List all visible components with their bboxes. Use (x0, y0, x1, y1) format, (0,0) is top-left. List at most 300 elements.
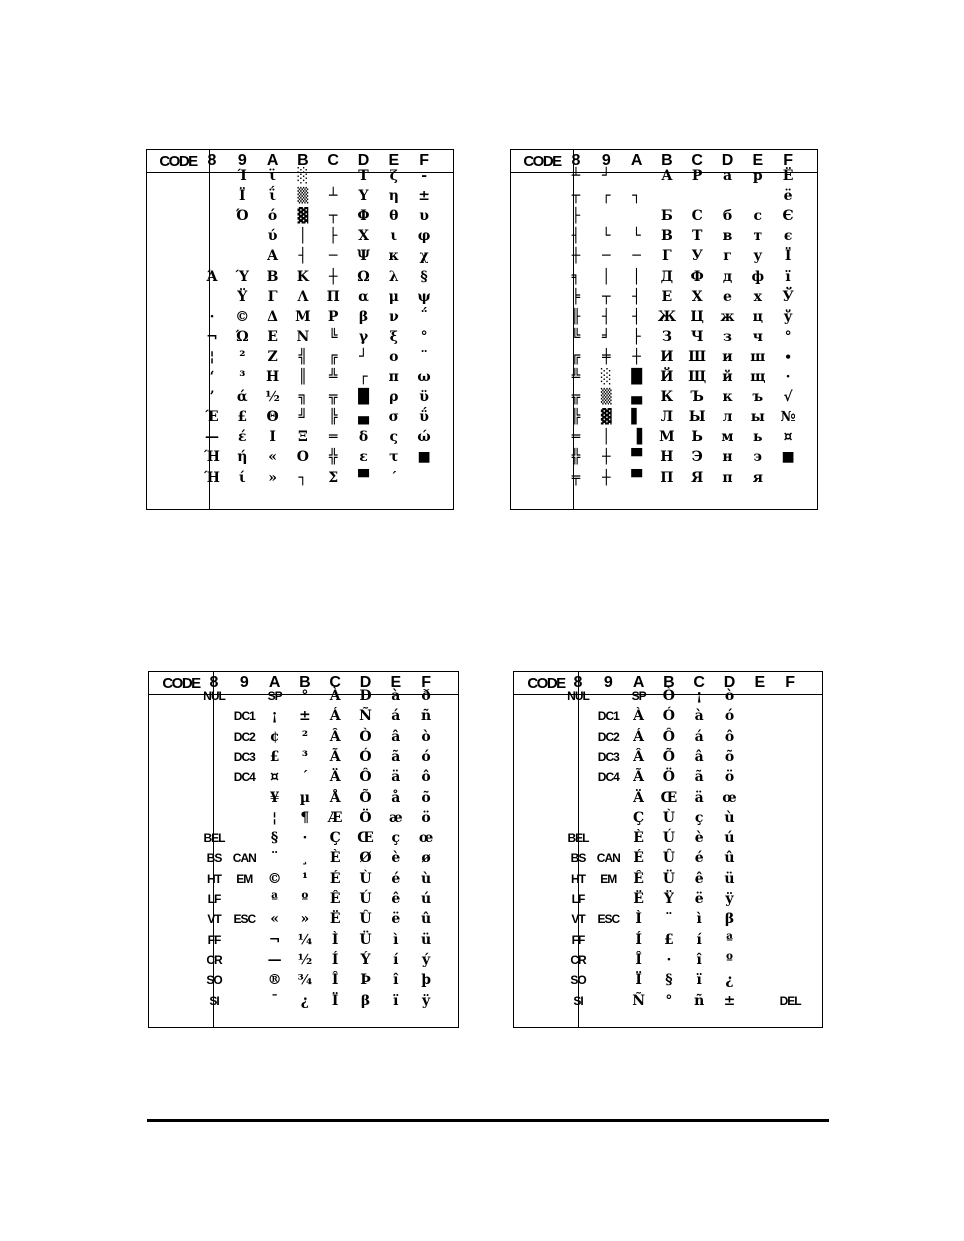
column-header-B: B (661, 152, 673, 169)
char-cell: т (753, 228, 763, 245)
char-cell: ÿ (422, 992, 431, 1009)
column-header-8: 8 (571, 152, 581, 169)
char-cell: Ш (688, 348, 707, 365)
char-cell: ▄ (358, 409, 369, 426)
char-cell: ■ (417, 449, 431, 466)
char-cell: Ø (359, 850, 372, 867)
char-cell: ¿ (725, 972, 734, 989)
char-cell: α (358, 288, 369, 305)
column-header-9: 9 (601, 152, 611, 169)
char-cell: ω (417, 369, 431, 385)
char-cell: » (268, 469, 277, 486)
char-cell: ┤ (602, 308, 611, 325)
char-cell: Η (265, 369, 280, 385)
char-cell: Œ (357, 830, 374, 847)
char-cell: µ (299, 789, 311, 806)
char-cell: ì (696, 911, 702, 928)
char-cell: á (694, 728, 704, 745)
char-cell: у (753, 248, 763, 265)
char-cell: л (722, 409, 733, 426)
char-cell: NUL (203, 689, 225, 703)
char-cell: £ (269, 748, 280, 765)
char-cell: ¯ (271, 992, 279, 1009)
char-cell: ò (724, 688, 735, 704)
char-cell: Û (359, 911, 372, 928)
char-cell: ° (301, 688, 309, 704)
char-cell: └ (602, 228, 611, 245)
char-cell: ¨ (271, 850, 279, 867)
char-cell: │ (602, 268, 611, 285)
char-cell: Ζ (267, 348, 278, 365)
char-cell: ┤ (571, 228, 581, 245)
char-cell: ô (724, 728, 735, 745)
column-header-C: C (693, 674, 705, 691)
char-cell: â (391, 728, 401, 745)
char-cell: Е (661, 288, 673, 305)
char-cell: Á (329, 708, 341, 725)
char-cell: В (660, 228, 673, 245)
char-cell: ┼ (328, 268, 338, 285)
char-cell: Þ (360, 972, 371, 989)
char-cell: ├ (328, 228, 338, 245)
char-cell: ° (784, 328, 792, 345)
char-cell: ª (726, 931, 733, 948)
char-cell: Ü (359, 931, 372, 948)
char-cell: Î (331, 972, 339, 989)
char-cell: « (268, 449, 277, 466)
char-cell: â (694, 748, 704, 765)
char-cell: ч (752, 328, 763, 345)
char-cell: Χ (358, 228, 369, 245)
char-cell: Ì (635, 911, 642, 928)
column-header-A: A (268, 674, 281, 691)
char-cell: é (694, 850, 704, 867)
char-cell: № (780, 409, 796, 426)
char-cell: ή (237, 449, 248, 466)
char-cell: К (660, 389, 674, 406)
char-cell: ã (694, 769, 704, 786)
char-cell: ¤ (270, 769, 280, 786)
char-cell: DC3 (233, 749, 255, 764)
char-cell: Ö (662, 769, 675, 786)
char-cell: ± (418, 188, 430, 205)
char-cell: ═ (571, 429, 581, 446)
char-cell: Є (782, 208, 794, 225)
char-cell: EM (600, 871, 617, 886)
char-cell: á (391, 708, 401, 725)
char-cell: Δ (267, 308, 279, 325)
char-cell: É (633, 850, 644, 867)
char-cell: А (661, 168, 673, 184)
char-cell: Ô (662, 728, 675, 745)
column-header-D: D (359, 674, 372, 691)
char-cell: ë (391, 911, 401, 928)
char-cell: à (694, 708, 704, 725)
column-header-A: A (632, 674, 645, 691)
column-header-8: 8 (207, 152, 217, 169)
char-cell: ú (421, 891, 432, 907)
char-cell: ┐ (298, 469, 308, 486)
char-cell: ´ (390, 469, 398, 486)
char-cell: Θ (266, 409, 279, 426)
char-cell: ▐ (631, 429, 642, 446)
char-cell: ╔ (328, 348, 338, 365)
char-cell: ð (421, 688, 431, 704)
char-cell: Ϋ (237, 288, 248, 305)
char-cell: Ã (633, 769, 645, 786)
char-cell: η (388, 188, 399, 205)
char-cell: Ù (662, 809, 675, 826)
char-cell: έ (238, 429, 247, 446)
char-cell: Ð (359, 688, 372, 704)
char-cell: Æ (327, 809, 343, 826)
char-cell: Ф (690, 268, 704, 285)
char-cell: Ь (691, 429, 703, 446)
char-cell: ò (421, 728, 431, 745)
char-cell: ý (422, 951, 431, 968)
char-cell: Ü (662, 870, 675, 887)
char-cell: à (391, 688, 401, 704)
char-cell: ф (751, 268, 765, 285)
char-cell: Œ (660, 789, 678, 806)
char-cell: ъ (752, 389, 764, 406)
char-cell: ³ (301, 748, 308, 765)
char-cell: δ (358, 429, 369, 446)
char-cell: SP (631, 689, 646, 703)
char-cell: ▀ (631, 449, 642, 466)
char-cell: · (785, 369, 791, 385)
char-cell: VT (207, 912, 221, 927)
char-cell: ΰ (419, 409, 429, 426)
char-cell: ╞ (571, 288, 581, 305)
char-cell: BS (570, 851, 586, 866)
char-cell: FF (207, 932, 221, 947)
column-header-9: 9 (603, 674, 613, 691)
char-cell: ¢ (269, 728, 280, 745)
char-cell: ▌ (631, 409, 642, 426)
column-header-8: 8 (573, 674, 583, 691)
column-header-E: E (754, 674, 766, 691)
char-cell: ┼ (602, 449, 611, 466)
char-cell: ϊ (269, 168, 276, 184)
char-cell: ô (421, 769, 431, 786)
char-cell: CAN (232, 851, 256, 866)
char-cell: ┼ (632, 348, 641, 365)
char-cell: ù (421, 870, 432, 887)
char-cell: ë (694, 891, 704, 907)
char-cell: ═ (328, 429, 338, 446)
char-cell: ¼ (297, 931, 313, 948)
char-cell: λ (388, 268, 399, 285)
char-cell: Ο (296, 449, 309, 466)
char-cell: ¨ (420, 348, 428, 365)
char-table-greek (146, 149, 454, 510)
char-cell: ¡ (271, 708, 278, 725)
char-cell: Β (266, 268, 279, 285)
char-cell: Π (326, 288, 340, 305)
char-cell: Κ (296, 268, 309, 285)
char-cell: ó (724, 708, 735, 725)
char-cell: ³ (239, 369, 246, 385)
char-cell: ª (271, 891, 278, 907)
char-cell: ¬ (206, 328, 218, 345)
char-cell: х (753, 288, 762, 305)
char-cell: ▒ (600, 389, 612, 406)
char-cell: Ê (329, 891, 341, 907)
char-cell: BEL (567, 831, 589, 846)
char-cell: ┼ (571, 248, 581, 265)
char-cell: Х (691, 288, 703, 305)
char-cell: ╟ (571, 308, 581, 325)
column-header-F: F (419, 152, 429, 169)
char-cell: DEL (779, 993, 801, 1008)
char-cell: ─ (632, 248, 641, 265)
char-cell: ¹ (301, 870, 308, 887)
char-cell: Ў (782, 288, 794, 305)
char-cell: £ (237, 409, 248, 426)
char-cell: ί (238, 469, 246, 486)
char-cell: ■ (781, 449, 795, 466)
char-cell: ╠ (571, 409, 581, 426)
char-cell: è (391, 850, 401, 867)
char-cell: ┌ (602, 188, 611, 205)
char-cell: CR (206, 952, 222, 967)
char-table-cyrillic (510, 149, 818, 510)
char-cell: ▓ (297, 208, 309, 225)
char-cell: ╔ (571, 348, 581, 365)
char-cell: ¨ (665, 911, 673, 928)
char-cell: Я (691, 469, 704, 486)
column-header-D: D (721, 152, 734, 169)
char-cell: Ύ (235, 268, 249, 285)
char-cell: £ (664, 931, 674, 948)
char-cell: ╠ (328, 409, 338, 426)
char-cell: Ä (329, 769, 341, 786)
char-cell: Г (662, 248, 672, 265)
char-cell: └ (632, 228, 641, 245)
char-cell: ύ (267, 228, 278, 245)
char-cell: Í (331, 951, 339, 968)
char-cell: Д (660, 268, 674, 285)
char-cell: Ç (329, 830, 341, 847)
char-cell: ╦ (328, 389, 338, 406)
char-cell: DC4 (233, 770, 255, 785)
char-cell: é (391, 870, 401, 887)
char-cell: ▄ (631, 389, 642, 406)
char-cell: ’ (209, 389, 215, 406)
char-cell: ┐ (632, 188, 641, 205)
char-cell: Р (691, 168, 703, 184)
char-cell: Ъ (690, 389, 704, 406)
char-cell: Ú (359, 891, 372, 907)
char-cell: ├ (571, 208, 581, 225)
column-header-B: B (297, 152, 309, 169)
char-cell: κ (388, 248, 400, 265)
char-cell: § (420, 268, 428, 285)
char-cell: ñ (694, 992, 705, 1009)
column-header-B: B (663, 674, 675, 691)
char-cell: χ (419, 248, 429, 265)
code-label: CODE (514, 672, 579, 694)
char-cell: в (722, 228, 733, 245)
char-cell: ï (696, 972, 702, 989)
char-cell: Â (633, 748, 645, 765)
char-cell: LF (207, 892, 221, 906)
char-cell: ö (421, 809, 431, 826)
char-cell: ╚ (328, 328, 338, 345)
char-cell: Ç (633, 809, 645, 826)
char-cell: Ó (359, 748, 372, 765)
char-cell: э (753, 449, 763, 466)
column-header-F: F (785, 674, 795, 691)
char-cell: ў (783, 308, 793, 325)
char-cell: σ (388, 409, 399, 426)
char-cell: Σ (328, 469, 339, 486)
char-cell: É (329, 870, 341, 887)
char-cell: ² (301, 728, 308, 745)
column-header-C: C (327, 152, 339, 169)
char-cell: ι (390, 228, 398, 245)
char-cell: ± (299, 708, 311, 725)
char-cell: ї (785, 268, 791, 285)
char-cell: ╬ (328, 449, 338, 466)
char-cell: ╤ (571, 469, 581, 486)
char-cell: ¾ (297, 972, 313, 989)
char-cell: ó (421, 748, 431, 765)
char-cell: û (421, 911, 432, 928)
column-header-A: A (630, 152, 643, 169)
code-label: CODE (147, 150, 210, 172)
char-cell: DC4 (597, 770, 619, 785)
char-cell: ζ (389, 168, 398, 184)
char-cell: ╛ (602, 328, 611, 345)
char-cell: Ñ (632, 992, 645, 1009)
char-cell: ½ (297, 951, 313, 968)
char-cell: ь (753, 429, 763, 446)
char-cell: ç (694, 809, 704, 826)
char-cell: е (723, 288, 732, 305)
char-cell: ú (724, 830, 735, 847)
char-cell: º (301, 891, 309, 907)
char-cell: ° (665, 992, 673, 1009)
char-cell: § (665, 972, 673, 989)
char-cell: Э (691, 449, 703, 466)
char-cell: ╚ (571, 328, 581, 345)
char-cell: LF (571, 892, 585, 906)
char-cell: ┘ (602, 168, 611, 184)
char-cell: Ϊ (239, 188, 246, 205)
char-cell: ─ (602, 248, 611, 265)
column-header-E: E (388, 152, 400, 169)
char-cell: ┤ (632, 308, 641, 325)
char-cell: ο (389, 348, 399, 365)
char-cell: ж (720, 308, 735, 325)
char-cell: DC1 (597, 709, 619, 724)
char-cell: SO (206, 973, 222, 988)
char-cell: ς (389, 429, 399, 446)
char-table-canadian-french (513, 671, 823, 1028)
char-cell: · (302, 830, 308, 847)
char-cell: υ (419, 208, 429, 225)
char-cell: β (360, 992, 371, 1009)
char-cell: Ý (360, 951, 371, 968)
char-cell: NUL (567, 689, 589, 703)
char-cell: DC1 (233, 709, 255, 724)
char-cell: ä (694, 789, 704, 806)
char-cell: © (267, 870, 282, 887)
char-cell: Ë (329, 911, 341, 928)
char-cell: √ (783, 389, 793, 406)
char-cell: п (722, 469, 733, 486)
char-cell: Ж (657, 308, 677, 325)
char-cell: ╬ (571, 449, 581, 466)
char-cell: щ (750, 369, 766, 385)
char-cell: » (300, 911, 310, 928)
char-cell: ¸ (301, 850, 309, 867)
char-cell: ╦ (571, 389, 581, 406)
char-cell: τ (389, 449, 399, 466)
char-cell: н (722, 449, 733, 466)
char-cell: Ψ (357, 248, 370, 265)
char-cell: VT (571, 912, 585, 927)
char-cell: œ (418, 830, 434, 847)
char-cell: ╗ (298, 389, 308, 406)
char-cell: ξ (389, 328, 398, 345)
char-cell: ё (783, 188, 793, 205)
char-cell: ┘ (359, 348, 368, 365)
char-cell: ø (421, 850, 431, 867)
char-cell: — (267, 951, 282, 968)
char-cell: Щ (688, 369, 707, 385)
char-cell: © (235, 308, 250, 325)
char-cell: î (393, 972, 399, 989)
char-cell: ¥ (269, 789, 280, 806)
char-cell: Ó (662, 708, 675, 725)
char-cell: - (421, 168, 427, 184)
char-cell: ╝ (298, 409, 308, 426)
char-cell: Ή (204, 469, 220, 486)
char-cell: ▀ (631, 469, 642, 486)
char-cell: õ (724, 748, 735, 765)
char-cell: À (329, 688, 341, 704)
char-cell: Τ (358, 168, 369, 184)
char-cell: º (726, 951, 733, 968)
column-header-9: 9 (239, 674, 249, 691)
char-cell: ┴ (328, 188, 338, 205)
column-header-C: C (329, 674, 341, 691)
char-cell: С (691, 208, 703, 225)
column-header-C: C (691, 152, 703, 169)
char-cell: · (666, 951, 672, 968)
char-cell: È (633, 830, 644, 847)
char-cell: ê (694, 870, 704, 887)
char-cell: ώ (417, 429, 431, 446)
char-cell: ± (723, 992, 736, 1009)
char-cell: Й (660, 369, 674, 385)
char-cell: │ (602, 429, 611, 446)
char-cell: í (696, 931, 702, 948)
code-label: CODE (511, 150, 574, 172)
char-cell: Ч (690, 328, 704, 345)
char-cell: Ä (633, 789, 645, 806)
char-cell: Ά (206, 268, 218, 285)
char-cell: ψ (417, 288, 431, 305)
char-cell: EM (236, 871, 253, 886)
char-cell: и (722, 348, 733, 365)
char-cell: Υ (358, 188, 369, 205)
char-cell: Ò (359, 728, 372, 745)
char-cell: й (722, 369, 733, 385)
